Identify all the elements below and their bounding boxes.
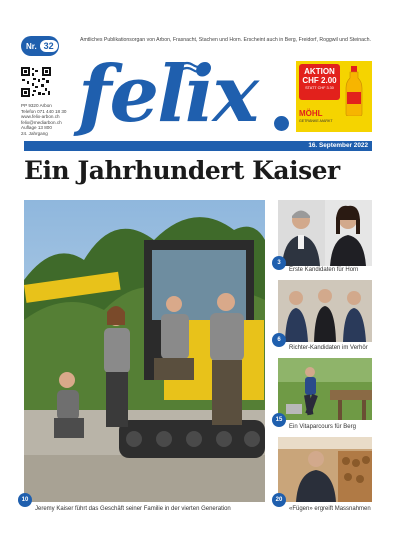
qr-code-icon[interactable]	[21, 67, 51, 97]
story-caption[interactable]: Erste Kandidaten für Horn	[289, 267, 359, 273]
logo-dot	[274, 116, 289, 131]
story-page-badge[interactable]: 6	[272, 333, 286, 347]
ad-aktion-label: AKTION	[304, 67, 335, 76]
info-line: PP 9320 Arbon	[21, 103, 52, 108]
bottle-icon	[345, 66, 363, 116]
story-caption[interactable]: Richter-Kandidaten im Verhör	[289, 345, 368, 351]
story-photo-vitaparcours[interactable]	[278, 358, 372, 420]
publication-topline: Amtliches Publikationsorgan von Arbon, Frasnacht, Stachen und Horn. Erscheint auch in Berg, Freidorf, Roggwil und Steinach.	[80, 37, 371, 43]
story-photo-richter[interactable]	[278, 280, 372, 342]
felix-logo[interactable]	[78, 50, 290, 140]
issue-date: 16. September 2022	[308, 142, 368, 149]
story-photo-horn[interactable]	[278, 200, 372, 266]
ad-old-price: STATT CHF 3.30	[305, 86, 334, 90]
lead-photo[interactable]	[24, 200, 265, 502]
info-line: Auflage 13 800	[21, 125, 52, 131]
story-page-badge[interactable]: 20	[272, 493, 286, 507]
ad-brand: MÖHL	[299, 109, 323, 118]
story-photo-fuegen[interactable]	[278, 437, 372, 502]
issue-badge	[21, 36, 59, 56]
headline[interactable]: Ein Jahrhundert Kaiser	[24, 156, 340, 185]
lead-caption[interactable]: Jeremy Kaiser führt das Geschäft seiner Familie in der vierten Generation	[35, 506, 231, 512]
advertisement[interactable]	[296, 61, 372, 132]
info-line: Telefon 071 440 18 30	[21, 108, 67, 114]
logo-wordmark: felix	[78, 49, 257, 140]
story-caption[interactable]: «Fügen» ergreift Massnahmen	[289, 506, 371, 512]
ad-brand-sub: GETRÄNKE-MARKT	[299, 119, 333, 123]
story-page-badge[interactable]: 15	[272, 413, 286, 427]
ad-price-tag	[299, 64, 340, 100]
story-caption[interactable]: Ein Vitaparcours für Berg	[289, 424, 356, 430]
story-page-badge[interactable]: 3	[272, 256, 286, 270]
lead-page-badge[interactable]: 10	[18, 493, 32, 507]
publisher-info	[21, 103, 81, 137]
info-line: www.felix-arbon.ch	[21, 114, 60, 120]
logo-wave-icon	[180, 61, 206, 73]
ad-price: CHF 2.00	[302, 76, 337, 85]
issue-label: Nr.	[26, 41, 37, 51]
issue-number: 32	[40, 40, 58, 52]
date-band	[24, 141, 372, 151]
info-line: 24. Jahrgang	[21, 130, 48, 136]
info-line: felix@mediarbon.ch	[21, 119, 62, 125]
